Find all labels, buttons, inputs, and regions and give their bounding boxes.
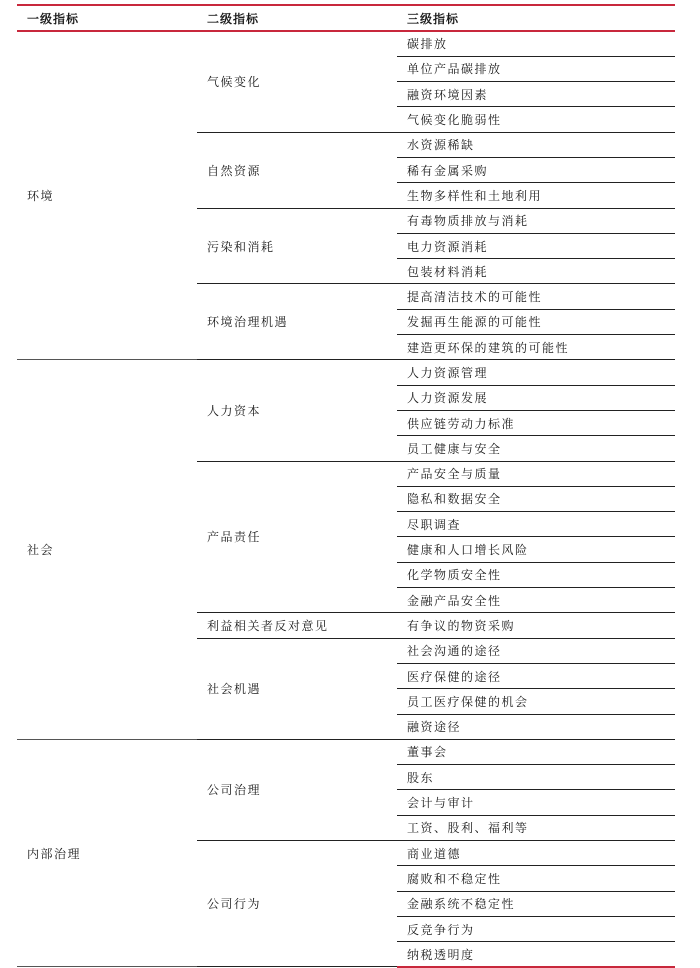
table-row [17,739,675,764]
level-3-indicator: 尽职调查 [397,512,675,537]
header-row [17,5,675,31]
level-2-indicator: 公司治理 [197,739,397,840]
level-2-indicator: 社会机遇 [197,638,397,739]
level-3-indicator: 水资源稀缺 [397,132,675,157]
level-3-indicator: 融资途径 [397,714,675,739]
level-3-indicator: 生物多样性和土地利用 [397,183,675,208]
level-3-indicator: 反竞争行为 [397,916,675,941]
level-3-indicator: 股东 [397,765,675,790]
header-level-2: 二级指标 [197,5,397,31]
level-3-indicator: 金融系统不稳定性 [397,891,675,916]
header-level-3: 三级指标 [397,5,675,31]
level-2-indicator: 人力资本 [197,360,397,461]
level-2-indicator: 利益相关者反对意见 [197,613,397,638]
level-3-indicator: 化学物质安全性 [397,562,675,587]
esg-indicator-table [17,4,675,968]
level-3-indicator: 工资、股利、福利等 [397,815,675,840]
level-2-indicator: 产品责任 [197,461,397,613]
level-3-indicator: 稀有金属采购 [397,157,675,182]
header-level-1: 一级指标 [17,5,197,31]
level-3-indicator: 有争议的物资采购 [397,613,675,638]
level-3-indicator: 员工健康与安全 [397,436,675,461]
level-3-indicator: 电力资源消耗 [397,233,675,258]
level-3-indicator: 商业道德 [397,841,675,866]
level-3-indicator: 供应链劳动力标准 [397,410,675,435]
level-3-indicator: 提高清洁技术的可能性 [397,284,675,309]
level-3-indicator: 社会沟通的途径 [397,638,675,663]
level-3-indicator: 有毒物质排放与消耗 [397,208,675,233]
level-3-indicator: 会计与审计 [397,790,675,815]
level-3-indicator: 隐私和数据安全 [397,486,675,511]
level-2-indicator: 公司行为 [197,841,397,967]
level-2-indicator: 污染和消耗 [197,208,397,284]
level-1-indicator: 社会 [17,360,197,739]
level-3-indicator: 董事会 [397,739,675,764]
level-3-indicator: 产品安全与质量 [397,461,675,486]
level-3-indicator: 包装材料消耗 [397,259,675,284]
table-row [17,360,675,385]
level-2-indicator: 自然资源 [197,132,397,208]
level-3-indicator: 单位产品碳排放 [397,56,675,81]
level-3-indicator: 纳税透明度 [397,942,675,967]
level-3-indicator: 医疗保健的途径 [397,663,675,688]
level-3-indicator: 发掘再生能源的可能性 [397,309,675,334]
level-3-indicator: 员工医疗保健的机会 [397,689,675,714]
level-3-indicator: 气候变化脆弱性 [397,107,675,132]
level-3-indicator: 碳排放 [397,31,675,56]
level-3-indicator: 腐败和不稳定性 [397,866,675,891]
level-3-indicator: 融资环境因素 [397,82,675,107]
level-3-indicator: 健康和人口增长风险 [397,537,675,562]
level-3-indicator: 建造更环保的建筑的可能性 [397,335,675,360]
level-1-indicator: 内部治理 [17,739,197,967]
level-2-indicator: 环境治理机遇 [197,284,397,360]
level-3-indicator: 金融产品安全性 [397,588,675,613]
table-body [17,31,675,967]
level-3-indicator: 人力资源发展 [397,385,675,410]
level-3-indicator: 人力资源管理 [397,360,675,385]
level-2-indicator: 气候变化 [197,31,397,132]
level-1-indicator: 环境 [17,31,197,360]
table-row [17,31,675,56]
